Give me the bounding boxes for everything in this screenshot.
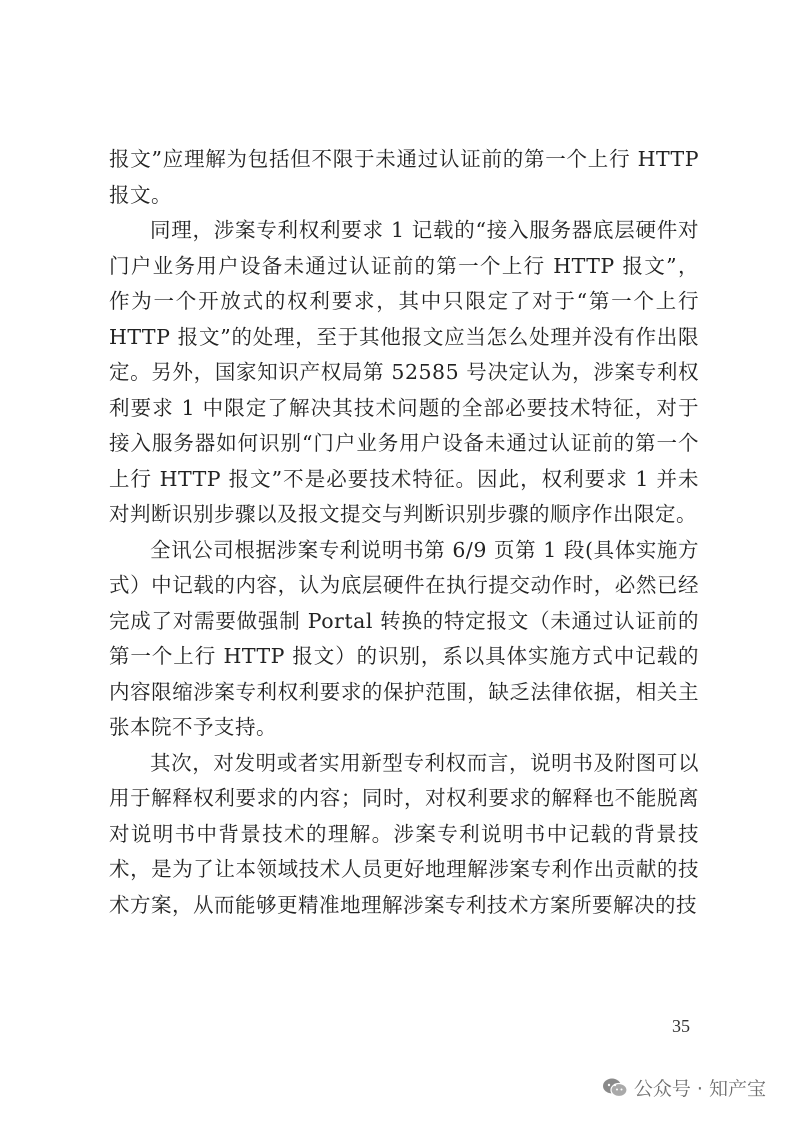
document-body	[109, 142, 699, 923]
wechat-icon	[602, 1077, 628, 1099]
paragraph-4: 其次，对发明或者实用新型专利权而言，说明书及附图可以用于解释权利要求的内容；同时，对权利要求的解释也不能脱离对说明书中背景技术的理解。涉案专利说明书中记载的背景技术，是为了让本领域技术人员更好地理解涉案专利作出贡献的技术方案，从而能够更精准地理解涉案专利技术方案所要解决的技	[109, 750, 699, 917]
paragraph-1: 报文”应理解为包括但不限于未通过认证前的第一个上行 HTTP 报文。	[109, 147, 699, 207]
paragraph-3: 全讯公司根据涉案专利说明书第 6/9 页第 1 段(具体实施方式）中记载的内容，认为底层硬件在执行提交动作时，必然已经完成了对需要做强制 Portal 转换的特定报文（未通过认证前的第一个上行 HTTP 报文）的识别，系以具体实施方式中记载的内容限缩涉案专利权利要求的保护范围，缺乏法律依据，相关主张本院不予支持。	[109, 537, 699, 739]
page-number: 35	[672, 1016, 690, 1036]
wechat-account-badge	[602, 1074, 766, 1101]
paragraph-2: 同理，涉案专利权利要求 1 记载的“接入服务器底层硬件对门户业务用户设备未通过认证前的第一个上行 HTTP 报文”，作为一个开放式的权利要求，其中只限定了对于“第一个上行 HTTP 报文”的处理，至于其他报文应当怎么处理并没有作出限定。另外，国家知识产权局第 52585 号决定认为，涉案专利权利要求 1 中限定了解决其技术问题的全部必要技术特征，对于接入服务器如何识别“门户业务用户设备未通过认证前的第一个上行 HTTP 报文”不是必要技术特征。因此，权利要求 1 并未对判断识别步骤以及报文提交与判断识别步骤的顺序作出限定。	[109, 218, 699, 526]
account-label: 公众号 · 知产宝	[633, 1078, 766, 1100]
